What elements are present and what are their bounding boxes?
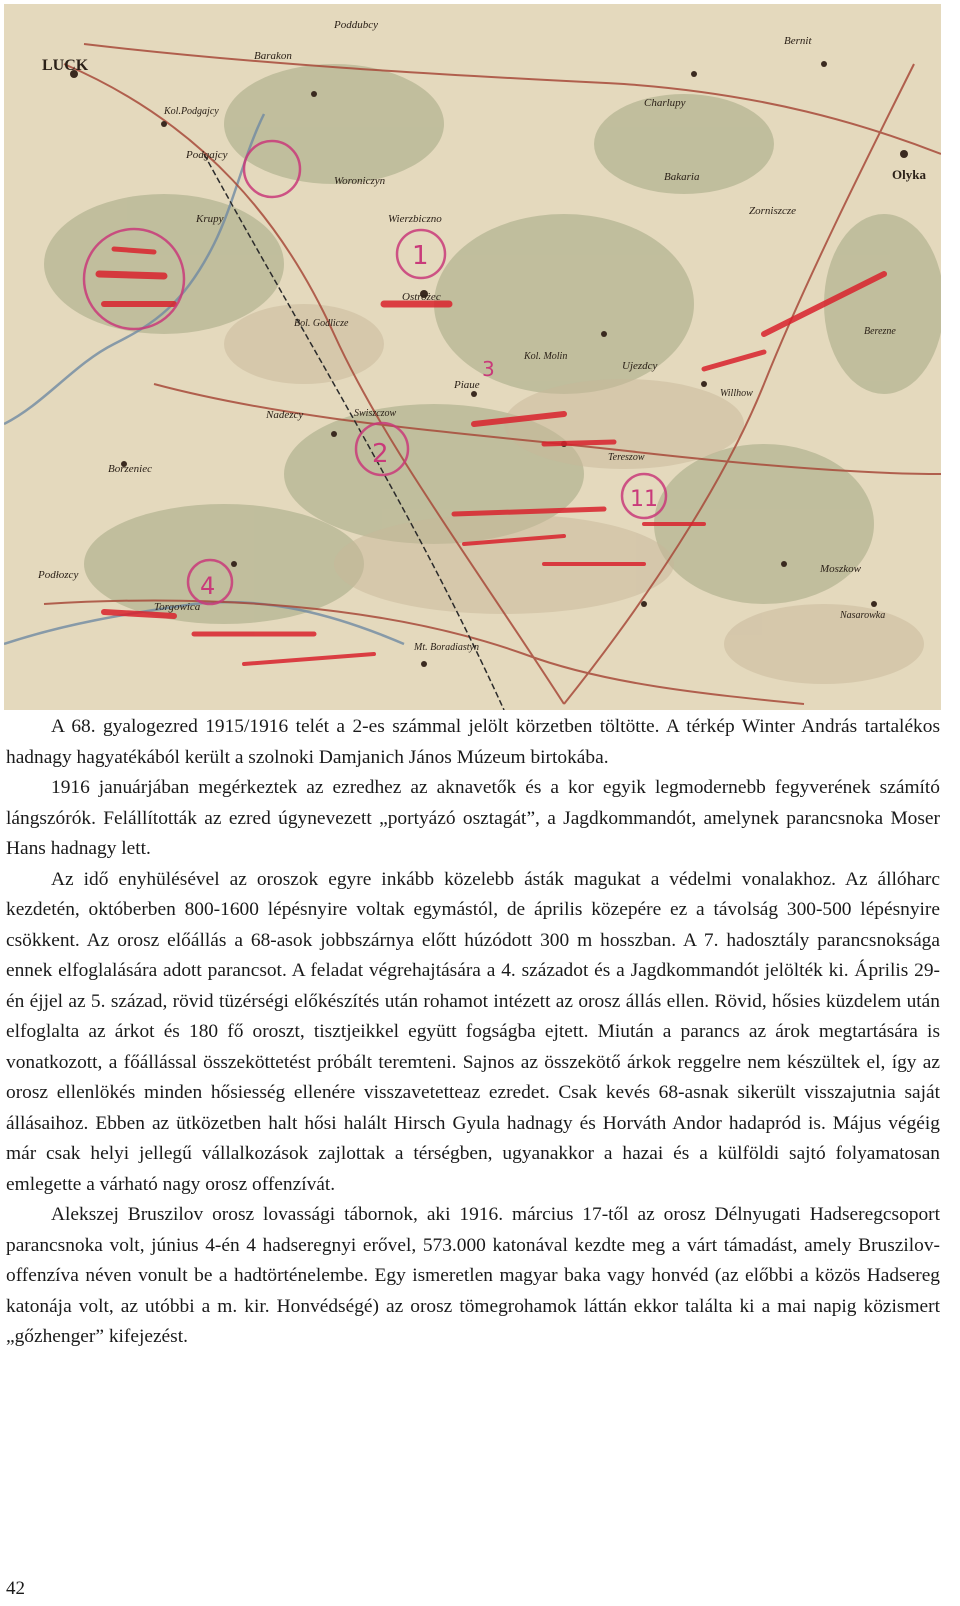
- map-label-podgajcy: Podgajcy: [186, 149, 228, 161]
- map-label-swiszczow: Swiszczow: [354, 408, 397, 419]
- page-number: 42: [6, 1578, 25, 1599]
- map-label-kol-molin: Kol. Molin: [524, 351, 568, 362]
- map-label-ostrozec: Ostrożec: [402, 291, 441, 303]
- map-label-barakon: Barakon: [254, 50, 292, 62]
- map-label-willhow: Willhow: [720, 388, 753, 399]
- sector-number-4: 4: [200, 572, 216, 600]
- sector-number-2: 2: [372, 439, 389, 469]
- map-label-woroniczyn: Woroniczyn: [334, 175, 386, 187]
- map-label-bakaria: Bakaria: [664, 171, 700, 183]
- map-label-podlozcy: Podłozcy: [38, 569, 79, 581]
- article-body: [6, 712, 940, 1353]
- map-label-tereszow: Tereszow: [608, 452, 645, 463]
- sector-number-3: 3: [482, 357, 495, 381]
- map-label-borzeniec: Borzeniec: [108, 463, 152, 475]
- map-label-berezne: Berezne: [864, 326, 896, 337]
- map-label-ujezdcy: Ujezdcy: [622, 360, 658, 372]
- map-label-kol-podgajcy: Kol.Podgajcy: [164, 106, 219, 117]
- map-label-piaue: Piaue: [454, 379, 480, 391]
- sector-number-1: 1: [412, 241, 429, 271]
- map-label-bol-godlicze: Bol. Godlicze: [294, 318, 349, 329]
- map-label-nasarowka: Nasarowka: [840, 610, 886, 621]
- map-label-torgowica: Torgowica: [154, 601, 201, 613]
- map-label-mt-boradiastyn: Mt. Boradiastyn: [414, 642, 479, 653]
- map-label-wierzbiczno: Wierzbiczno: [388, 213, 442, 225]
- map-drawing: [4, 4, 941, 710]
- historical-map: [4, 4, 941, 710]
- map-label-nadezcy: Nadezcy: [266, 409, 304, 421]
- map-caption: A 68. gyalogezred 1915/1916 telét a 2-es számmal jelölt körzetben töltötte. A térkép Winter András tartalékos hadnagy hagyatékából került a szolnoki Damjanich János Múzeum birtokába.: [6, 716, 940, 768]
- map-label-bernit: Bernit: [784, 35, 812, 47]
- map-label-krupy: Krupy: [196, 213, 224, 225]
- map-label-luck: LUCK: [42, 57, 89, 74]
- paragraph-2: Az idő enyhülésével az oroszok egyre inkább közelebb ásták magukat a védelmi vonalakhoz. Az állóharc kezdetén, októberben 800-1600 lépésnyire voltak egymástól, de április közepére ez a távolság 300-500 lépésnyire csökkent. Az orosz előállás a 68-asok jobbszárnya előtt húzódott 300 m hosszban. A 7. hadosztály parancsnoksága ennek elfoglalására adott parancsot. A feladat végrehajtására a 4. századot és a Jagdkommandót jelölték ki. Április 29-én éjjel az 5. század, rövid tüzérségi előkészítés után rohamot intézett az orosz állás ellen. Rövid, hősies küzdelem után elfoglalta az árkot és 180 fő oroszt, tisztjeikkel együtt fogságba ejtett. Miután a parancs az árok megtartására is vonatkozott, a főállással összeköttetést próbált teremteni. Sajnos az összekötő árkok reggelre nem készültek el, így az orosz ellenlökés minden hősiesség ellenére visszavetetteaz ezredet. Csak kevés 68-asnak sikerült visszajutnia saját állásaihoz. Ebben az ütközetben halt hősi halált Hirsch Gyula hadnagy és Horváth Andor hadapród is. Május végéig már csak helyi jellegű vállalkozások zajlottak a térségben, ugyanakkor a hazai és a külföldi sajtó folyamatosan emlegette a várható nagy orosz offenzívát.: [6, 868, 940, 1195]
- map-label-zorniszcze: Zorniszcze: [749, 205, 797, 217]
- map-label-poddubcy: Poddubcy: [334, 19, 378, 31]
- paragraph-3: Alekszej Bruszilov orosz lovassági tábornok, aki 1916. március 17-től az orosz Délnyugati Hadseregcsoport parancsnoka volt, június 4-én 4 hadseregnyi erővel, 573.000 katonával kezdte meg a várt támadást, amely Bruszilov-offenzíva néven vonult be a hadtörténelembe. Egy ismeretlen magyar baka vagy honvéd (az előbbi a közös Hadsereg katonája volt, az utóbbi a m. kir. Honvédségé) az orosz tömegrohamok láttán ekkor találta ki a mai napig közismert „gőzhenger” kifejezést.: [6, 1204, 940, 1347]
- map-label-moszkow: Moszkow: [820, 563, 861, 575]
- paragraph-1: 1916 januárjában megérkeztek az ezredhez az aknavetők és a kor egyik legmodernebb fegyverének számító lángszórók. Felállították az ezred úgynevezett „portyázó osztagát”, a Jagdkommandót, amelynek parancsnoka Moser Hans hadnagy lett.: [6, 777, 940, 859]
- map-label-charlupy: Charlupy: [644, 97, 686, 109]
- map-label-olyka: Olyka: [892, 167, 926, 182]
- sector-number-11: 11: [630, 487, 658, 512]
